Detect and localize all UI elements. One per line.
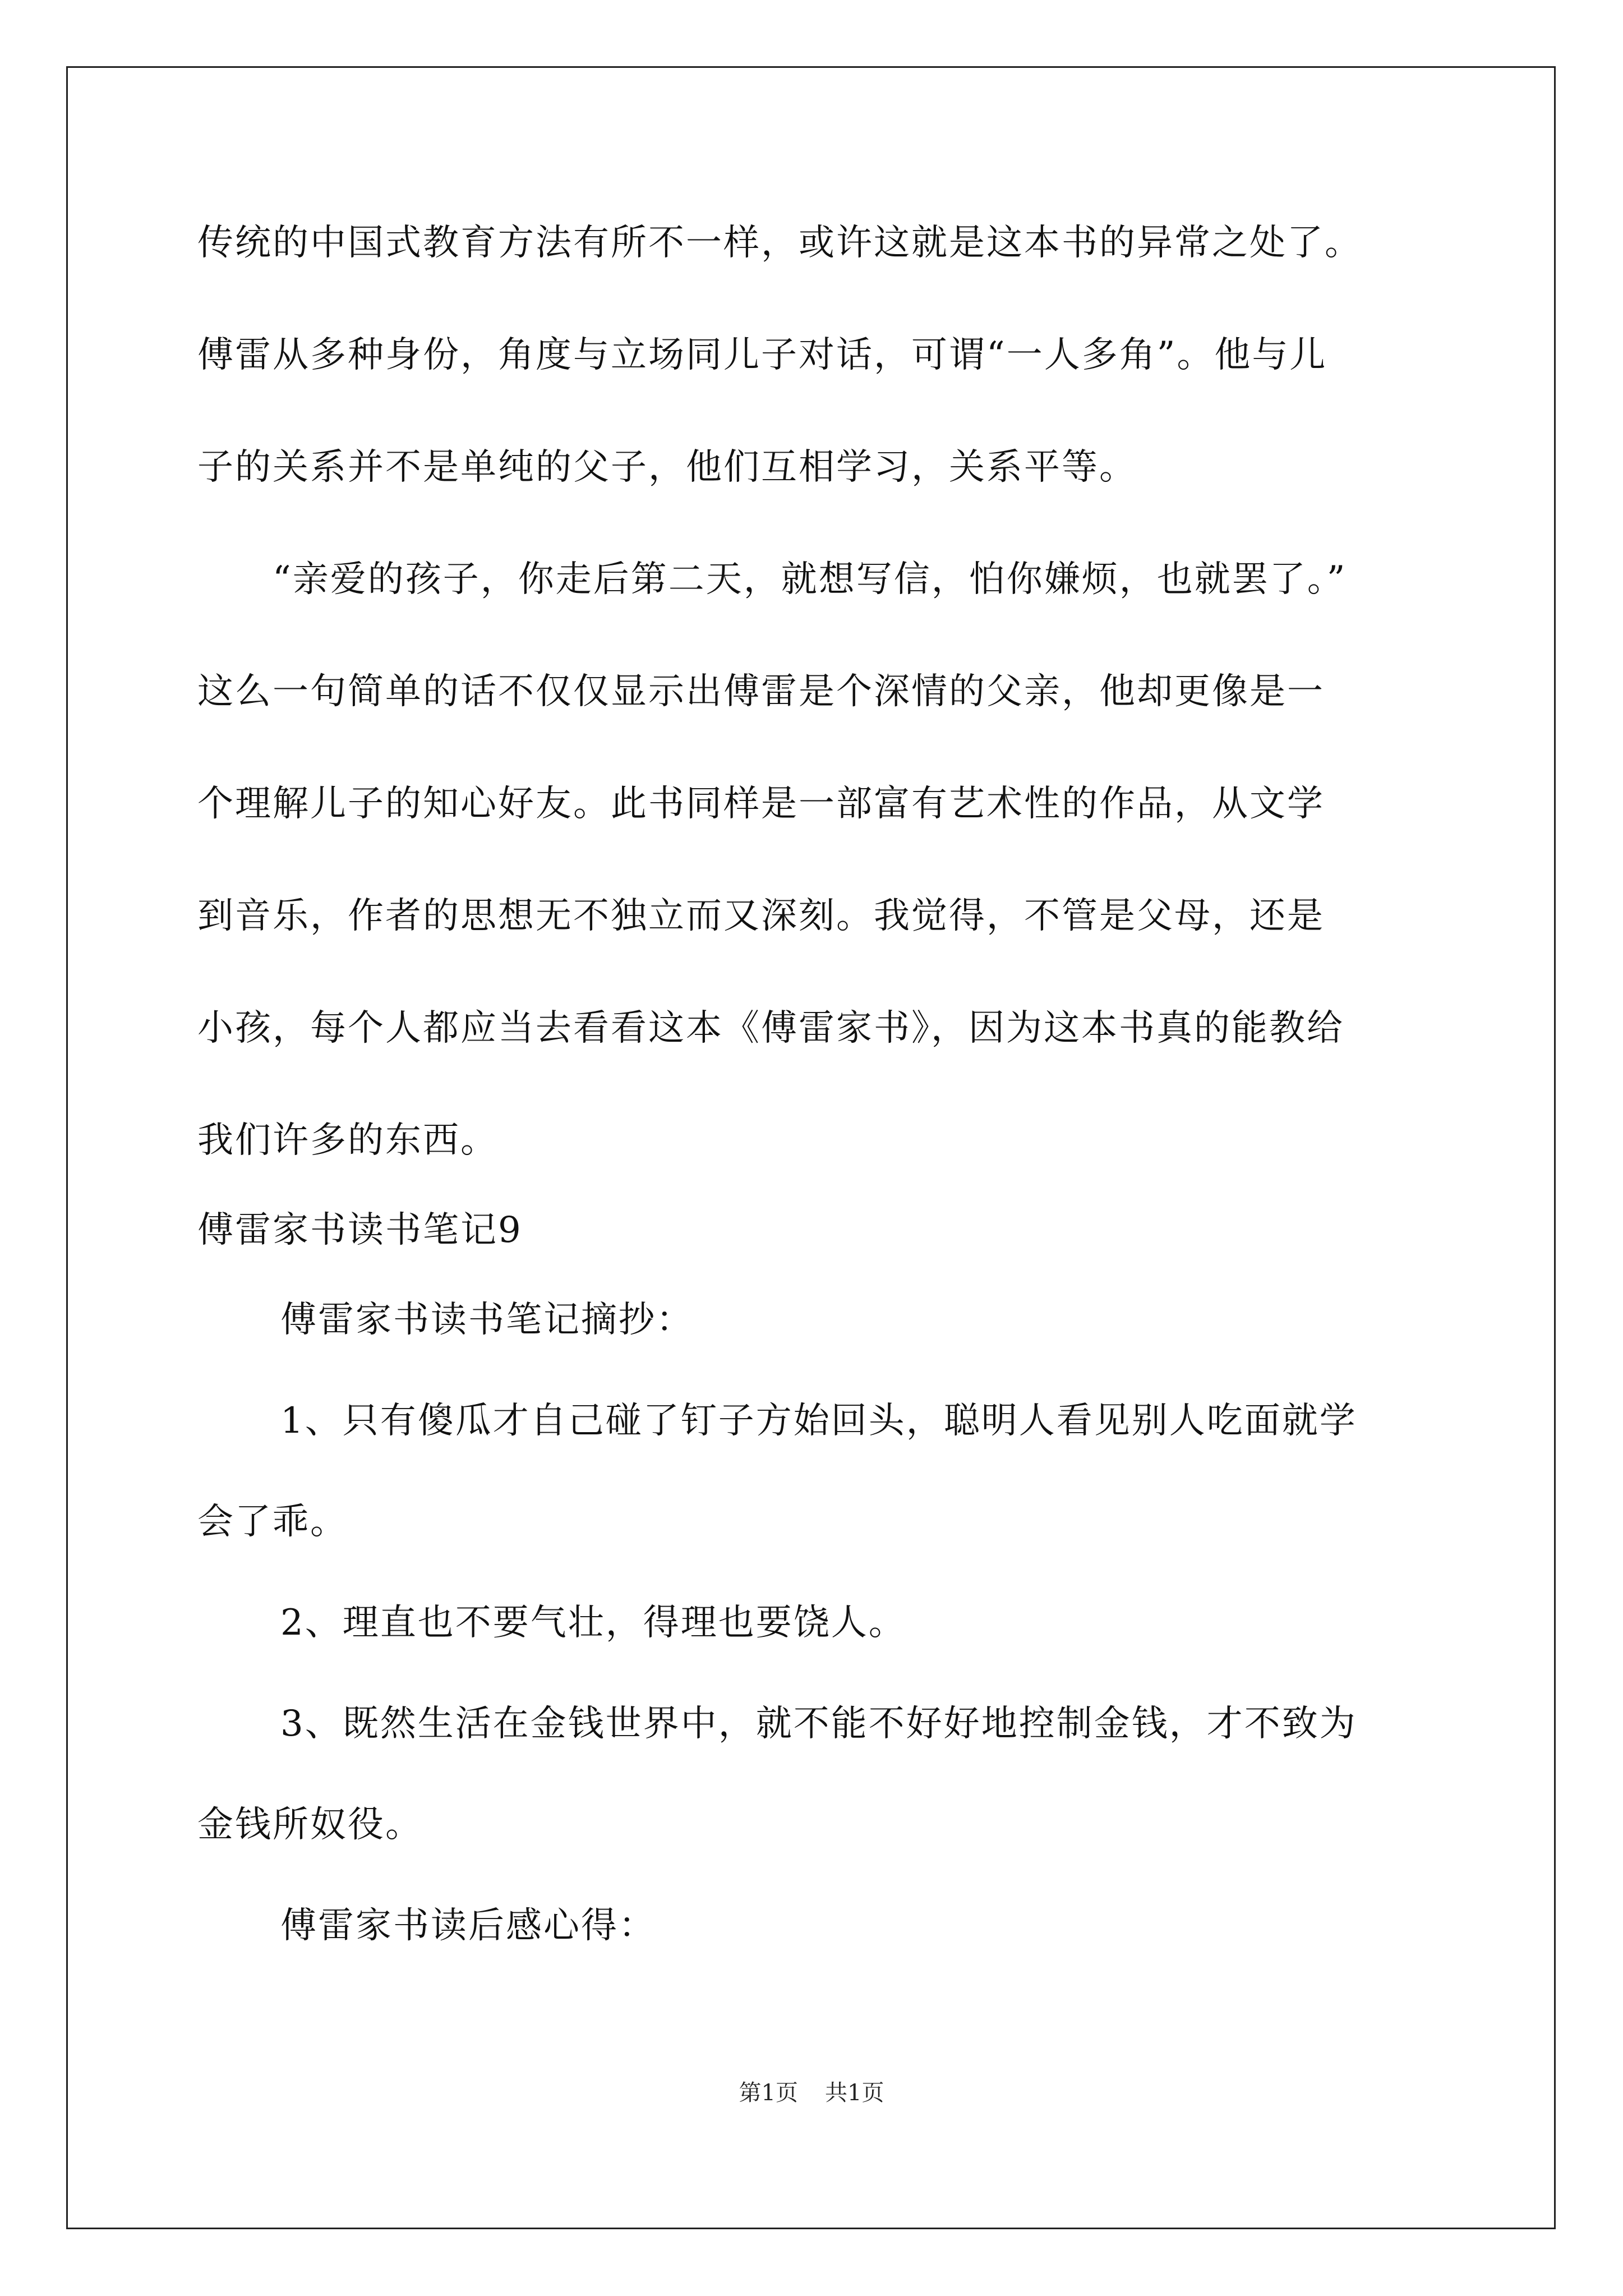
excerpt-item-2: 2、理直也不要气壮，得理也要饶人。 [280,1602,906,1644]
body-line-5: 这么一句简单的话不仅仅显示出傅雷是个深情的父亲，他却更像是一 [197,671,1325,712]
excerpt-heading: 傅雷家书读书笔记摘抄： [280,1299,694,1341]
quote-line: “亲爱的孩子，你走后第二天，就想写信，怕你嫌烦，也就罢了。” [273,559,1347,600]
body-line-9: 我们许多的东西。 [197,1120,498,1161]
excerpt-item-1-continued: 会了乖。 [197,1501,348,1543]
body-line-2: 傅雷从多种身份，角度与立场同儿子对话，可谓“一人多角”。他与儿 [197,334,1327,376]
section-heading: 傅雷家书读书笔记9 [197,1209,523,1251]
body-line-1: 传统的中国式教育方法有所不一样，或许这就是这本书的异常之处了。 [197,222,1362,264]
body-line-6: 个理解儿子的知心好友。此书同样是一部富有艺术性的作品，从文学 [197,783,1325,825]
excerpt-item-3: 3、既然生活在金钱世界中，就不能不好好地控制金钱，才不致为 [280,1703,1357,1745]
excerpt-item-1: 1、只有傻瓜才自己碰了钉子方始回头，聪明人看见别人吃面就学 [280,1400,1357,1442]
reflection-heading: 傅雷家书读后感心得： [280,1905,656,1947]
page-number: 第1页 [739,2080,798,2106]
page-footer [0,2079,1623,2107]
body-line-7: 到音乐，作者的思想无不独立而又深刻。我觉得，不管是父母，还是 [197,895,1325,937]
page-total: 共1页 [825,2080,884,2106]
body-line-8: 小孩，每个人都应当去看看这本《傅雷家书》，因为这本书真的能教给 [197,1007,1344,1049]
body-line-3: 子的关系并不是单纯的父子，他们互相学习，关系平等。 [197,447,1137,488]
excerpt-item-3-continued: 金钱所奴役。 [197,1804,423,1846]
